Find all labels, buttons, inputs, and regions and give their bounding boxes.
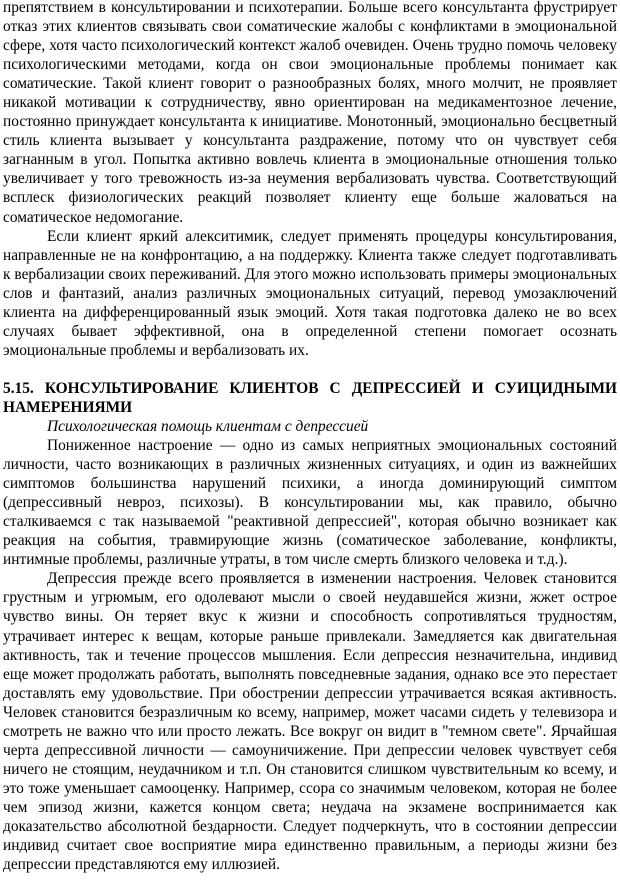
paragraph: Депрессия прежде всего проявляется в изменении настроения. Человек становится грустным и угрюмым, его одолевают мысли о своей неудавшейся жизни, жжет острое чувство вины. Он теряет вкус к жизни и способность сопротивляться трудностям, утрачивает интерес к вещам, которые раньше привлекали. Замедляется как двигательная активность, так и течение процессов мышления. Если депрессия незначительна, индивид еще может продолжать работать, выполнять повседневные задания, однако все это перестает доставлять ему удовольствие. При обострении депрессии утрачивается всякая активность. Человек становится безразличным ко всему, например, может часами сидеть у телевизора и смотреть не важно что или просто лежать. Все вокруг он видит в "темном свете". Ярчайшая черта депрессивной личности — самоуничижение. При депрессии человек чувствует себя ничего не стоящим, неудачником и т.п. Он становится слишком чувствительным ко всему, и это тоже уменьшает самооценку. Например, ссора со значимым человеком, которая не более чем эпизод жизни, кажется концом света; неудача на экзамене воспринимается как доказательство абсолютной бездарности. Следует подчеркнуть, что в состоянии депрессии индивид считает свое восприятие мира единственно правильным, а периоды жизни без депрессии представляются ему иллюзией. [3, 570, 617, 874]
paragraph: препятствием в консультировании и психотерапии. Больше всего консультанта фрустрирует отказ этих клиентов связывать свои соматические жалобы с конфликтами в эмоциональной сфере, хотя часто психологический контекст жалоб очевиден. Очень трудно помочь человеку психологическими методами, когда он свои эмоциональные проблемы понимает как соматические. Такой клиент говорит о разнообразных болях, много молчит, не проявляет никакой мотивации к сотрудничеству, явно ориентирован на медикаментозное лечение, постоянно принуждает консультанта к инициативе. Монотонный, эмоционально бесцветный стиль клиента вызывает у консультанта раздражение, потому что он чувствует себя загнанным в угол. Попытка активно вовлечь клиента в эмоциональные отношения только увеличивает у того тревожность из-за неумения вербализовать чувства. Соответствующий всплеск физиологических реакций позволяет клиенту еще больше жаловаться на соматическое недомогание. [3, 0, 617, 226]
paragraph: Если клиент яркий алекситимик, следует применять процедуры консультирования, направленные не на конфронтацию, а на поддержку. Клиента также следует подготавливать к вербализации своих переживаний. Для этого можно использовать примеры эмоциональных слов и фантазий, анализ различных эмоциональных ситуаций, перевод умозаключений клиента на дифференцированный язык эмоций. Хотя такая подготовка далеко не во всех случаях бывает эффективной, она в определенной степени помогает осознать эмоциональные проблемы и вербализовать их. [3, 227, 617, 359]
paragraph: Пониженное настроение — одно из самых неприятных эмоциональных состояний личности, часто возникающих в различных жизненных ситуациях, и один из важнейших симптомов большинства нарушений психики, а иногда доминирующий симптом (депрессивный невроз, психозы). В консультировании мы, как правило, обычно сталкиваемся с так называемой "реактивной депрессией", которая обычно возникает как реакция на события, травмирующие жизнь (соматическое заболевание, конфликты, интимные проблемы, различные утраты, в том числе смерть близкого человека и т.д.). [3, 437, 617, 569]
section-subtitle: Психологическая помощь клиентам с депрессией [47, 417, 369, 435]
section-heading: 5.15. КОНСУЛЬТИРОВАНИЕ КЛИЕНТОВ С ДЕПРЕССИЕЙ И СУИЦИДНЫМИ НАМЕРЕНИЯМИ [3, 379, 617, 416]
spacer [3, 360, 617, 379]
